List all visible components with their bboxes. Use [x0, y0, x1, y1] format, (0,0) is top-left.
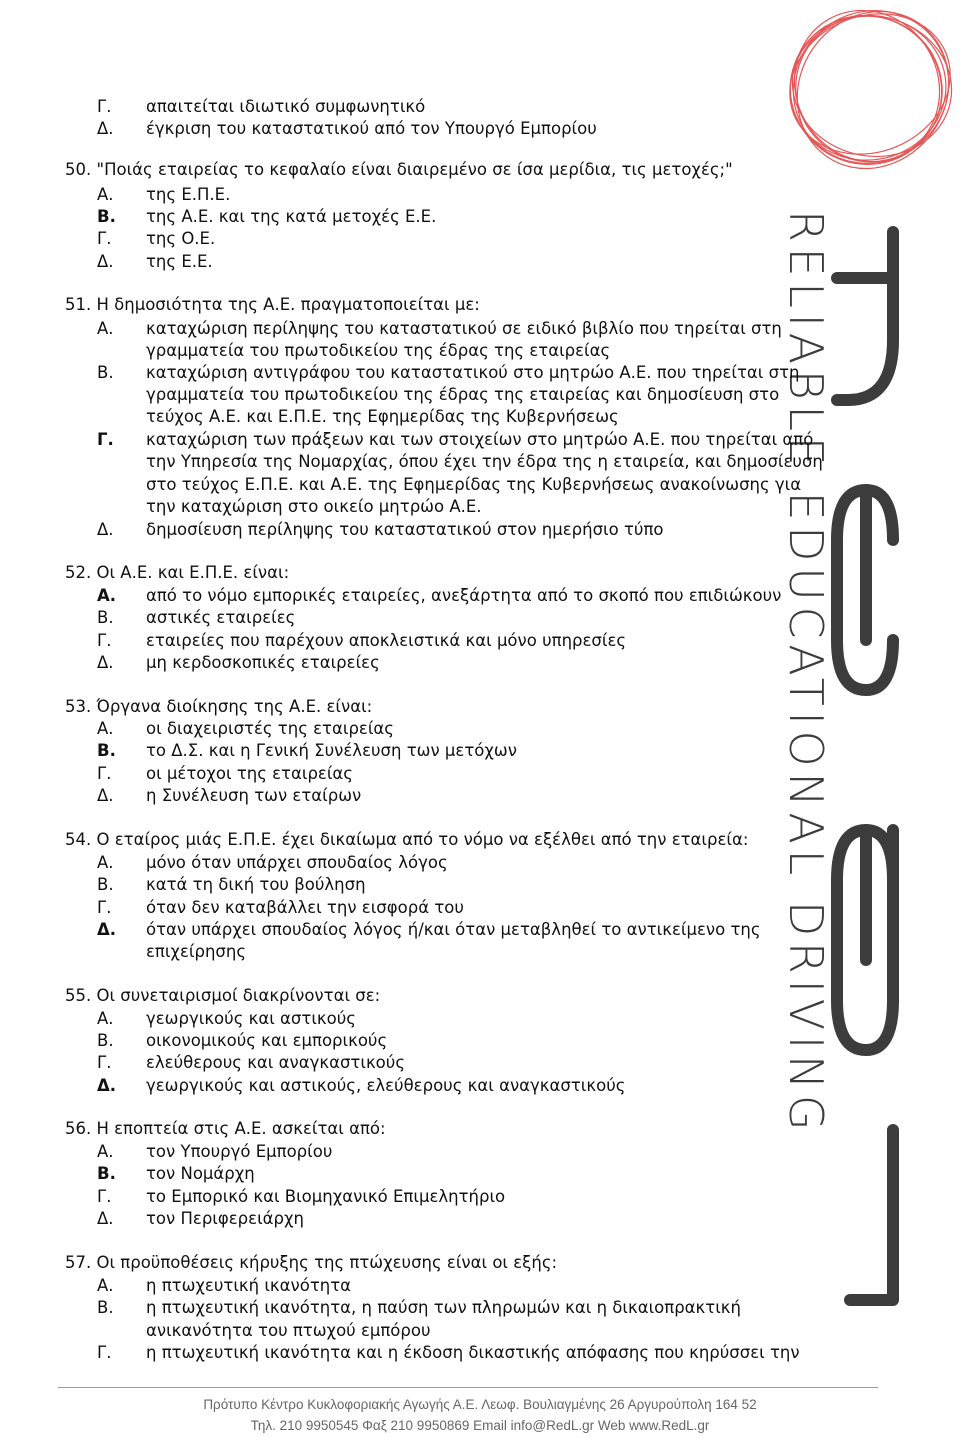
- option-text: απαιτείται ιδιωτικό συμφωνητικό: [146, 97, 426, 116]
- red-circle-sketch: [763, 0, 960, 198]
- option-label: Γ.: [97, 1053, 112, 1072]
- option-text: το Δ.Σ. και η Γενική Συνέλευση των μετόχων: [146, 741, 517, 760]
- option-text: από το νόμο εμπορικές εταιρείες, ανεξάρτητα από το σκοπό που επιδιώκουν: [146, 586, 782, 605]
- option-label: Α.: [97, 853, 114, 872]
- option-text: τον Περιφερειάρχη: [146, 1209, 304, 1228]
- option-text: την καταχώριση στο οικείο μητρώο Α.Ε.: [146, 497, 482, 516]
- footer-address: Πρότυπο Κέντρο Κυκλοφοριακής Αγωγής Α.Ε. Λεωφ. Βουλιαγμένης 26 Αργυρούπολη 164 52: [203, 1397, 757, 1412]
- option-text: τον Νομάρχη: [146, 1164, 255, 1183]
- option-label: Γ.: [97, 229, 112, 248]
- option-text: γραμματεία του πρωτοδικείου της έδρας της εταιρείας: [146, 341, 611, 360]
- option-label: Α.: [97, 185, 114, 204]
- option-label: Γ.: [97, 430, 114, 449]
- option-text: δημοσίευση περίληψης του καταστατικού στον ημερήσιο τύπο: [146, 520, 664, 539]
- question-text: 53. Όργανα διοίκησης της Α.Ε. είναι:: [65, 697, 373, 716]
- option-label: Δ.: [97, 653, 114, 672]
- option-text: η πτωχευτική ικανότητα και η έκδοση δικαστικής απόφασης που κηρύσσει την: [146, 1343, 800, 1362]
- option-label: Δ.: [97, 1076, 117, 1095]
- option-text: καταχώριση των πράξεων και των στοιχείων στο μητρώο Α.Ε. που τηρείται από: [146, 430, 814, 449]
- option-text: εταιρείες που παρέχουν αποκλειστικά και μόνο υπηρεσίες: [146, 631, 627, 650]
- question-text: 55. Οι συνεταιρισμοί διακρίνονται σε:: [65, 986, 381, 1005]
- option-label: Β.: [97, 1031, 114, 1050]
- option-label: Α.: [97, 319, 114, 338]
- option-label: Β.: [97, 207, 116, 226]
- option-text: ελεύθερους και αναγκαστικούς: [146, 1053, 405, 1072]
- option-text: κατά τη δική του βούληση: [146, 875, 366, 894]
- question-text: 52. Οι Α.Ε. και Ε.Π.Ε. είναι:: [65, 563, 290, 582]
- option-label: Β.: [97, 741, 116, 760]
- option-label: Δ.: [97, 252, 114, 271]
- option-text: την Υπηρεσία της Νομαρχίας, όπου έχει την έδρα της η εταιρεία, και δημοσίευση: [146, 452, 823, 471]
- option-text: οι μέτοχοι της εταιρείας: [146, 764, 353, 783]
- option-label: Γ.: [97, 97, 112, 116]
- option-text: της Α.Ε. και της κατά μετοχές Ε.Ε.: [146, 207, 437, 226]
- option-text: η πτωχευτική ικανότητα: [146, 1276, 352, 1295]
- option-label: Β.: [97, 875, 114, 894]
- logo-tagline-text: RELIABLE EDUCATIONAL DRIVING: [779, 210, 833, 1137]
- option-text: οικονομικούς και εμπορικούς: [146, 1031, 388, 1050]
- option-label: Β.: [97, 1298, 114, 1317]
- question-text: 57. Οι προϋποθέσεις κήρυξης της πτώχευσης είναι οι εξής:: [65, 1253, 558, 1272]
- option-label: Γ.: [97, 1187, 112, 1206]
- option-text: γεωργικούς και αστικούς, ελεύθερους και αναγκαστικούς: [146, 1076, 626, 1095]
- option-label: Α.: [97, 1009, 114, 1028]
- question-text: 56. Η εποπτεία στις Α.Ε. ασκείται από:: [65, 1119, 386, 1138]
- option-text: όταν δεν καταβάλλει την εισφορά του: [146, 898, 464, 917]
- option-label: Β.: [97, 1164, 116, 1183]
- option-label: Α.: [97, 586, 117, 605]
- option-text: οι διαχειριστές της εταιρείας: [146, 719, 394, 738]
- option-text: το Εμπορικό και Βιομηχανικό Επιμελητήριο: [146, 1187, 506, 1206]
- option-label: Δ.: [97, 1209, 114, 1228]
- option-text: γεωργικούς και αστικούς: [146, 1009, 356, 1028]
- option-text: μη κερδοσκοπικές εταιρείες: [146, 653, 380, 672]
- option-label: Γ.: [97, 1343, 112, 1362]
- option-label: Α.: [97, 1142, 114, 1161]
- option-text: μόνο όταν υπάρχει σπουδαίος λόγος: [146, 853, 448, 872]
- redl-mark: [837, 232, 893, 1300]
- option-text: της Ε.Π.Ε.: [146, 185, 231, 204]
- option-text: στο τεύχος Ε.Π.Ε. και Α.Ε. της Εφημερίδας της Κυβερνήσεως ανακοίνωσης για: [146, 475, 802, 494]
- option-label: Γ.: [97, 764, 112, 783]
- option-text: αστικές εταιρείες: [146, 608, 296, 627]
- question-text: 51. Η δημοσιότητα της Α.Ε. πραγματοποιείται με:: [65, 295, 480, 314]
- option-label: Β.: [97, 363, 114, 382]
- option-text: έγκριση του καταστατικού από τον Υπουργό Εμπορίου: [146, 119, 597, 138]
- option-label: Β.: [97, 608, 114, 627]
- option-label: Δ.: [97, 119, 114, 138]
- option-label: Δ.: [97, 920, 117, 939]
- option-text: καταχώριση περίληψης του καταστατικού σε ειδικό βιβλίο που τηρείται στη: [146, 319, 782, 338]
- option-text: καταχώριση αντιγράφου του καταστατικού στο μητρώο Α.Ε. που τηρείται στη: [146, 363, 800, 382]
- option-text: τον Υπουργό Εμπορίου: [146, 1142, 333, 1161]
- option-label: Γ.: [97, 898, 112, 917]
- option-text: όταν υπάρχει σπουδαίος λόγος ή/και όταν μεταβληθεί το αντικείμενο της: [146, 920, 761, 939]
- footer-divider: [58, 1387, 878, 1388]
- option-text: της Ο.Ε.: [146, 229, 216, 248]
- option-label: Γ.: [97, 631, 112, 650]
- option-label: Α.: [97, 1276, 114, 1295]
- option-label: Δ.: [97, 786, 114, 805]
- question-text: 54. Ο εταίρος μιάς Ε.Π.Ε. έχει δικαίωμα από το νόμο να εξέλθει από την εταιρεία:: [65, 830, 749, 849]
- option-text: η πτωχευτική ικανότητα, η παύση των πληρωμών και η δικαιοπρακτική: [146, 1298, 741, 1317]
- option-text: της Ε.Ε.: [146, 252, 213, 271]
- option-label: Δ.: [97, 520, 114, 539]
- footer-contact: Τηλ. 210 9950545 Φαξ 210 9950869 Email info@RedL.gr Web www.RedL.gr: [250, 1418, 710, 1433]
- question-text: 50. "Ποιάς εταιρείας το κεφαλαίο είναι διαιρεμένο σε ίσα μερίδια, τις μετοχές;": [65, 160, 733, 179]
- option-text: γραμματεία του πρωτοδικείου της έδρας της εταιρείας και δημοσίευση στο: [146, 385, 780, 404]
- option-text: επιχείρησης: [146, 942, 246, 961]
- option-text: τεύχος Α.Ε. και Ε.Π.Ε. της Εφημερίδας της Κυβερνήσεως: [146, 407, 619, 426]
- option-text: ανικανότητα του πτωχού εμπόρου: [146, 1321, 431, 1340]
- option-label: Α.: [97, 719, 114, 738]
- option-text: η Συνέλευση των εταίρων: [146, 786, 362, 805]
